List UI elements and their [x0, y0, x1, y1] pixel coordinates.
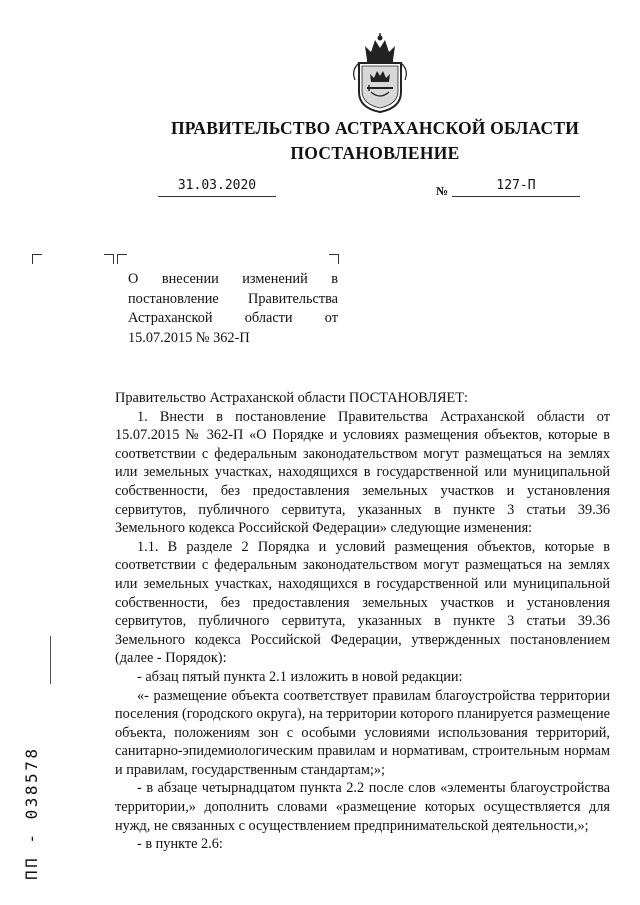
subject-line: О внесении изменений в — [128, 271, 338, 287]
body-paragraph: Правительство Астраханской области ПОСТАНОВЛЯЕТ: — [115, 390, 468, 406]
serial-stamp: ПП - 038578 — [22, 746, 41, 880]
corner-mark — [329, 254, 339, 264]
subject-line: 15.07.2015 № 362-П — [128, 329, 250, 346]
body-paragraph: 1.1. В разделе 2 Порядка и условий размещения объектов, которые в соответствии с федеральным законодательством могут размещаться на землях или земельных участках, находящихся в государственной или муниципальной собственности, без предоставления земельных участков и установления сервитутов, публичного сервитута, указанных в пункте 3 статьи 39.36 Земельного кодекса Российской Федерации, утвержденных постановлением (далее - Порядок): — [115, 538, 610, 667]
margin-rule — [50, 636, 51, 684]
corner-mark — [117, 254, 127, 264]
coat-of-arms-emblem — [345, 30, 415, 114]
corner-mark — [104, 254, 114, 264]
subject-line: Астраханской области от — [128, 310, 338, 326]
number-label: № — [436, 184, 449, 198]
body-paragraph: - в пункте 2.6: — [137, 836, 223, 853]
decree-body — [115, 389, 610, 854]
government-title: ПРАВИТЕЛЬСТВО АСТРАХАНСКОЙ ОБЛАСТИ — [170, 118, 580, 138]
decree-date: 31.03.2020 — [158, 178, 276, 197]
body-paragraph: - абзац пятый пункта 2.1 изложить в новой редакции: — [137, 668, 463, 685]
subject-line: постановление Правительства — [128, 290, 338, 307]
body-paragraph: - в абзаце четырнадцатом пункта 2.2 после слов «элементы благоустройства территории,» дополнить словами «размещение которых осуществляется для нужд, не связанных с осуществлением предпринимательской деятельности,»; — [115, 780, 610, 834]
decree-number: 127-П — [452, 178, 580, 197]
body-paragraph: «- размещение объекта соответствует правилам благоустройства территории поселения (городского округа), на территории которого планируется размещение объекта, положениям зон с особыми условиями использования территорий, санитарно-эпидемиологическим правилам и нормативам, строительным нормам и правилам, государственным стандартам;»; — [115, 687, 611, 778]
corner-mark — [32, 254, 42, 264]
body-paragraph: 1. Внести в постановление Правительства Астраханской области от 15.07.2015 № 362-П «О Порядке и условиях размещения объектов, которые в соответствии с федеральным законодательством могут размещаться на землях или земельных участках, находящихся в государственной или муниципальной собственности, без предоставления земельных участков и установления сервитутов, публичного сервитута, указанных в пункте 3 статьи 39.36 Земельного кодекса Российской Федерации» следующие изменения: — [115, 408, 610, 537]
document-type-title: ПОСТАНОВЛЕНИЕ — [290, 143, 460, 163]
decree-subject — [128, 270, 338, 348]
